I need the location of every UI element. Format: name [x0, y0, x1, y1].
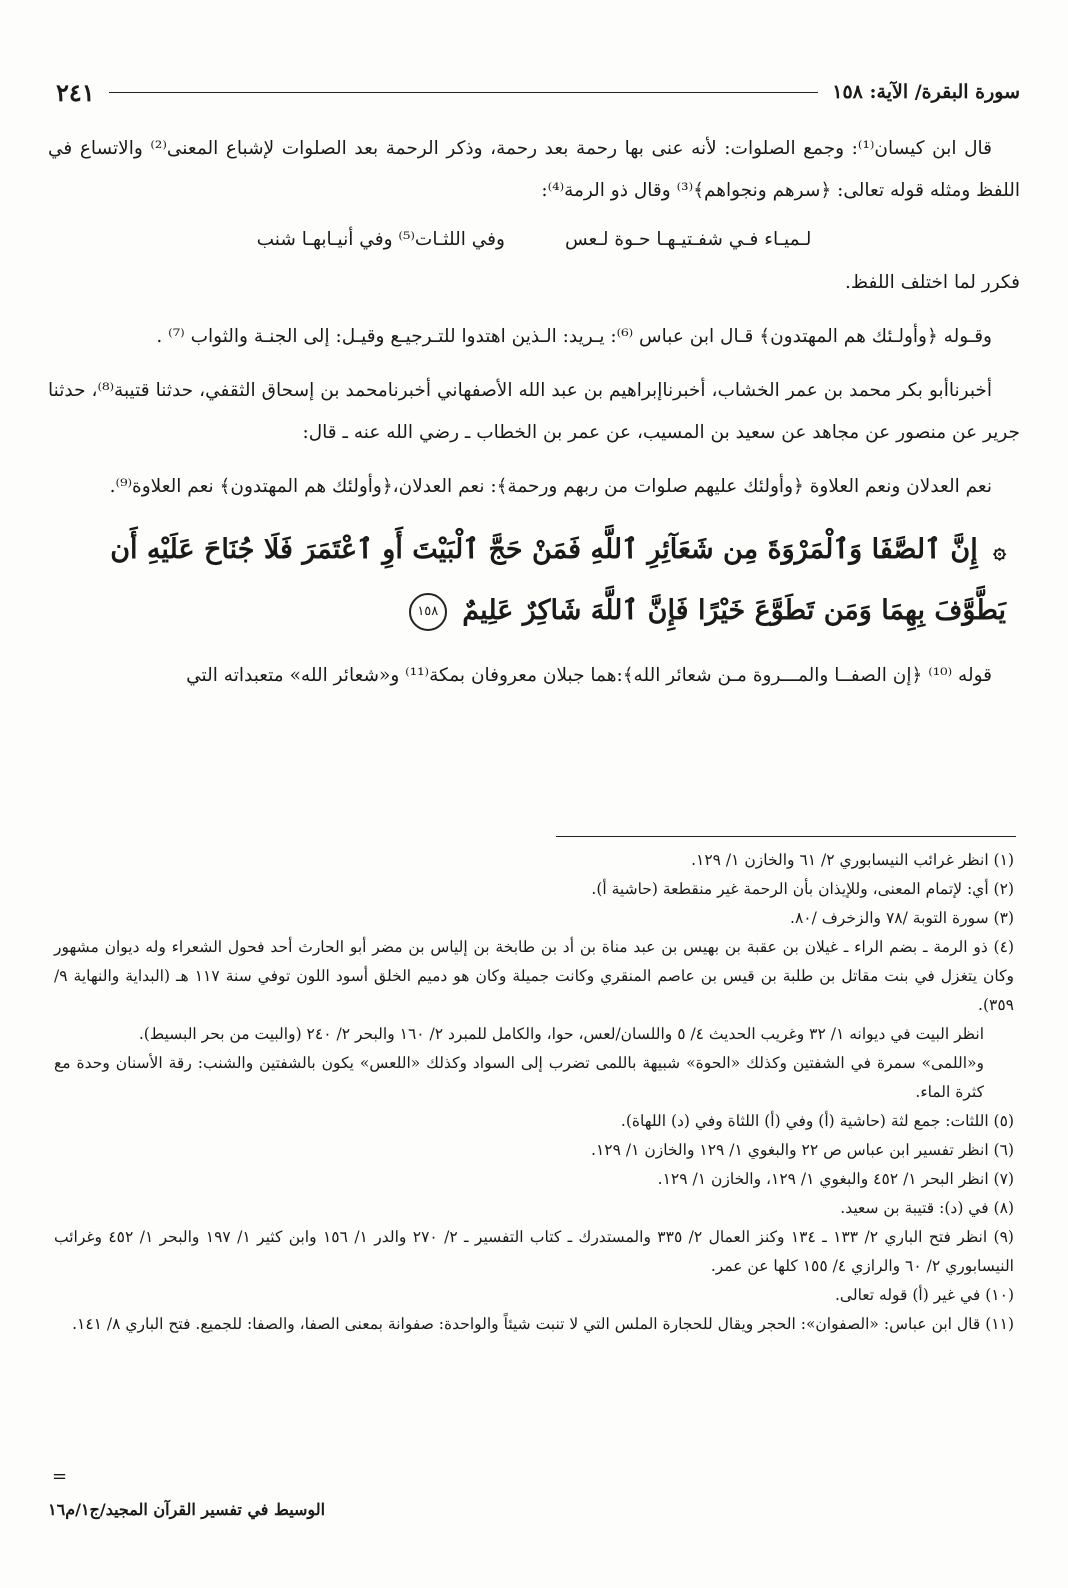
poetry-verse [48, 218, 1020, 262]
header-rule [109, 92, 819, 93]
paragraph-1: قال ابن كيسان⁽¹⁾: وجمع الصلوات: لأنه عنى بها رحمة بعد رحمة، وذكر الرحمة بعد الصلوات لإشباع المعنى⁽²⁾ والاتساع في اللفظ ومثله قوله تعالى: ﴿سرهم ونجواهم﴾⁽³⁾ وقال ذو الرمة⁽⁴⁾: [48, 138, 1020, 201]
quran-text: إِنَّ ٱلصَّفَا وَٱلْمَرْوَةَ مِن شَعَآئِرِ ٱللَّهِ فَمَنْ حَجَّ ٱلْبَيْتَ أَوِ ٱعْتَمَرَ فَلَا جُنَاحَ عَلَيْهِ أَن يَطَّوَّفَ بِهِمَا وَمَن تَطَوَّعَ خَيْرًا فَإِنَّ ٱللَّهَ شَاكِرٌ عَلِيمٌ [110, 534, 1006, 626]
footnote-rule [556, 836, 1016, 837]
dash-mark: = [52, 1466, 68, 1487]
footnote-4: (٤) ذو الرمة ـ بضم الراء ـ غيلان بن عقبة بن بهيس بن عبد مناة بن أد بن طابخة بن إلياس بن مضر أبو الحارث أحد فحول الشعراء وله ديوان مشهور وكان يتغزل في بنت مقاتل بن طلبة بن قيس بن عاصم المنقري وكانت جميلة وكان هو دميم الخلق أسود اللون توفي سنة ١١٧ هـ (البداية والنهاية ٩/ ٣٥٩). [54, 938, 1014, 1014]
verse-first-half: لـميـاء فـي شفـتيـهـا حـوة لـعس [564, 229, 812, 250]
page-number: ٢٤١ [56, 77, 95, 107]
hizb-star-icon: ۞ [993, 538, 1006, 564]
footnote-9: (٩) انظر فتح الباري ٢/ ١٣٣ ـ ١٣٤ وكنز العمال ٢/ ٣٣٥ والمستدرك ـ كتاب التفسير ـ ٢/ ٢٧٠ والدر ١/ ١٥٦ وابن كثير ١/ ١٩٧ والبحر ١/ ٤٥٢ وغرائب النيسابوري ٢/ ٦٠ والرازي ٤/ ١٥٥ كلها عن عمر. [54, 1228, 1014, 1275]
footnote-3: (٣) سورة التوبة /٧٨ والزخرف /٨٠. [790, 909, 1014, 927]
footnote-1: (١) انظر غرائب النيسابوري ٢/ ٦١ والخازن ١/ ١٢٩. [691, 851, 1014, 869]
verse-second-half: وفي اللثـات⁽⁵⁾ وفي أنيـابهـا شنب [256, 229, 505, 250]
page-footer [48, 1500, 1020, 1519]
ayah-number: ١٥٨ [409, 593, 447, 631]
paragraph-3: وقـوله ﴿وأولـئك هم المهتدون﴾ قـال ابن عباس ⁽⁶⁾: يـريد: الـذين اهتدوا للتـرجيـع وقيـل: إلى الجنـة والثواب ⁽⁷⁾ . [156, 326, 992, 347]
main-text [48, 128, 1020, 697]
footnote-2: (٢) أي: لإتمام المعنى، وللإيذان بأن الرحمة غير منقطعة (حاشية أ). [591, 880, 1014, 898]
footnote-5: (٥) اللثات: جمع لثة (حاشية (أ) وفي (أ) اللثاة وفي (د) اللهاة). [620, 1112, 1014, 1130]
footnote-4-continued-a: انظر البيت في ديوانه ١/ ٣٢ وغريب الحديث ٤/ ٥ واللسان/لعس، حوا، والكامل للمبرد ٢/ ١٦٠ والبحر ٢/ ٢٤٠ (والبيت من بحر البسيط). [138, 1025, 984, 1043]
paragraph-5: نعم العدلان ونعم العلاوة ﴿وأولئك عليهم صلوات من ربهم ورحمة﴾: نعم العدلان،﴿وأولئك هم المهتدون﴾ نعم العلاوة⁽⁹⁾. [109, 476, 992, 497]
footnote-10: (١٠) في غير (أ) قوله تعالى. [835, 1286, 1014, 1304]
footnote-11: (١١) قال ابن عباس: «الصفوان»: الحجر ويقال للحجارة الملس التي لا تنبت شيئاً والواحدة: صفوانة بمعنى الصفا، والصفا: للجميع. فتح الباري ٨/ ١٤١. [72, 1315, 1014, 1333]
paragraph-6: قوله ⁽¹⁰⁾ ﴿إن الصفــا والمـــروة مـن شعائر الله﴾:هما جبلان معروفان بمكة⁽¹¹⁾ و«شعائر الله» متعبداته التي [186, 665, 992, 686]
book-reference: الوسيط في تفسير القرآن المجيد/ج١/م١٦ [48, 1500, 326, 1519]
footnote-8: (٨) في (د): قتيبة بن سعيد. [840, 1199, 1014, 1217]
footnote-7: (٧) انظر البحر ١/ ٤٥٢ والبغوي ١/ ١٢٩، والخازن ١/ ١٢٩. [657, 1170, 1014, 1188]
paragraph-4: أخبرناأبو بكر محمد بن عمر الخشاب، أخبرناإبراهيم بن عبد الله الأصفهاني أخبرنامحمد بن إسحاق الثقفي، حدثنا قتيبة⁽⁸⁾، حدثنا جرير عن منصور عن مجاهد عن سعيد بن المسيب، عن عمر بن الخطاب ـ رضي الله عنه ـ قال: [48, 380, 1020, 443]
surah-label: سورة البقرة/ الآية: ١٥٨ [832, 81, 1020, 103]
footnotes [54, 846, 1014, 1339]
paragraph-2: فكرر لما اختلف اللفظ. [845, 272, 1020, 293]
quran-verse [48, 516, 1020, 645]
footnote-6: (٦) انظر تفسير ابن عباس ص ٢٢ والبغوي ١/ ١٢٩ والخازن ١/ ١٢٩. [591, 1141, 1014, 1159]
page-header [56, 72, 1020, 112]
footnote-4-continued-b: و«اللمى» سمرة في الشفتين وكذلك «الحوة» شبيهة باللمى تضرب إلى السواد وكذلك «اللعس» يكون بالشفتين والشنب: رقة الأسنان وحدة مع كثرة الماء. [54, 1054, 984, 1101]
